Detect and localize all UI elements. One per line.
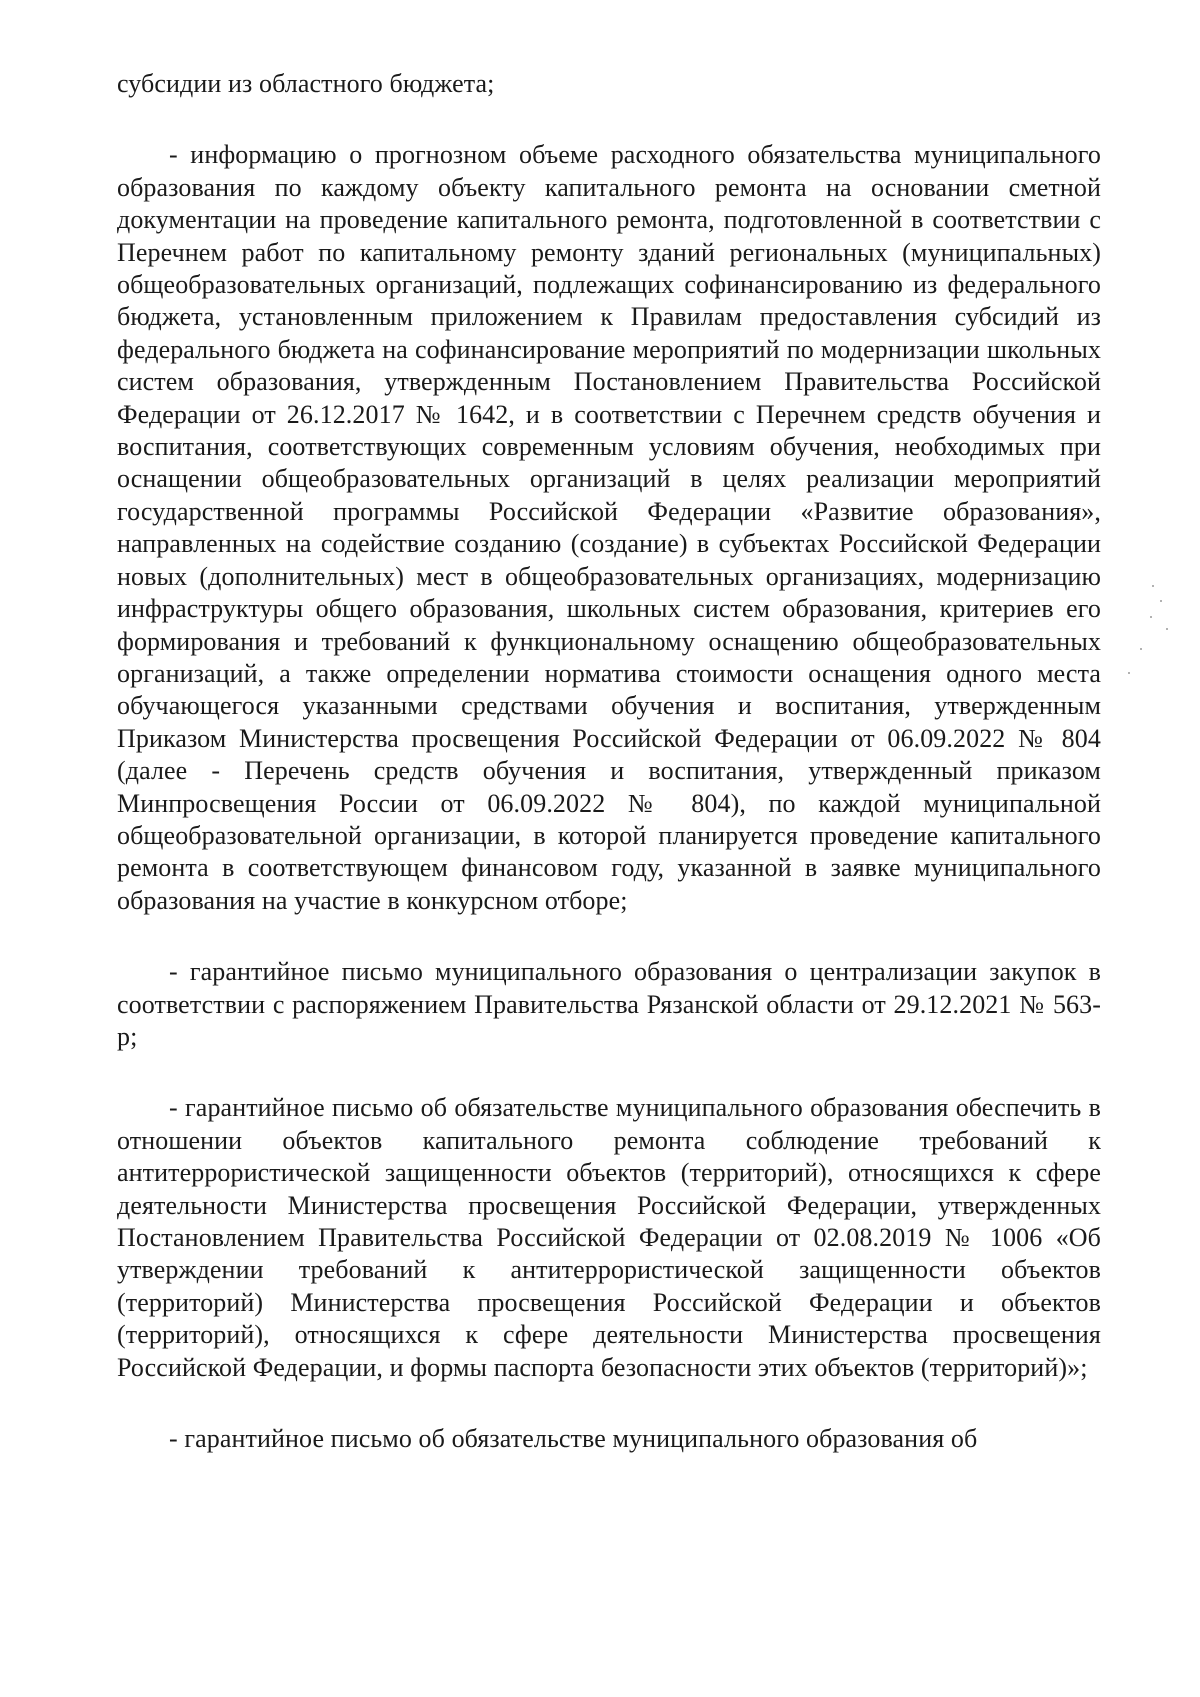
scan-speck	[1160, 600, 1162, 602]
paragraph-forecast-info: - информацию о прогнозном объеме расходного обязательства муниципального образования по каждому объекту капитального ремонта на основании сметной документации на проведение капитального ремонта, подготовленной в соответствии с Перечнем работ по капитальному ремонту зданий региональных (муниципальных) общеобразовательных организаций, подлежащих софинансированию из федерального бюджета, установленным приложением к Правилам предоставления субсидий из федерального бюджета на софинансирование мероприятий по модернизации школьных систем образования, утвержденным Постановлением Правительства Российской Федерации от 26.12.2017 № 1642, и в соответствии с Перечнем средств обучения и воспитания, соответствующих современным условиям обучения, необходимых при оснащении общеобразовательных организаций в целях реализации мероприятий государственной программы Российской Федерации «Развитие образования», направленных на содействие созданию (создание) в субъектах Российской Федерации новых (дополнительных) мест в общеобразовательных организациях, модернизацию инфраструктуры общего образования, школьных систем образования, критериев его формирования и требований к функциональному оснащению общеобразовательных организаций, а также определении норматива стоимости оснащения одного места обучающегося указанными средствами обучения и воспитания, утвержденным Приказом Министерства просвещения Российской Федерации от 06.09.2022 № 804 (далее - Перечень средств обучения и воспитания, утвержденный приказом Минпросвещения России от 06.09.2022 № 804), по каждой муниципальной общеобразовательной организации, в которой планируется проведение капитального ремонта в соответствующем финансовом году, указанной в заявке муниципального образования на участие в конкурсном отборе;	[117, 140, 1101, 915]
paragraph-obligation-letter: - гарантийное письмо об обязательстве муниципального образования об	[169, 1424, 978, 1454]
scan-speck	[1152, 585, 1154, 587]
paragraph-procurement-letter: - гарантийное письмо муниципального образования о централизации закупок в соответствии с распоряжением Правительства Рязанской области от 29.12.2021 № 563-р;	[117, 957, 1101, 1051]
scan-speck	[1150, 616, 1152, 618]
scan-speck	[1166, 628, 1168, 630]
paragraph-continuation: субсидии из областного бюджета;	[117, 69, 495, 98]
scan-speck	[1140, 648, 1142, 650]
paragraph-antiterror-letter: - гарантийное письмо об обязательстве муниципального образования обеспечить в отношении объектов капитального ремонта соблюдение требований к антитеррористической защищенности объектов (территорий), относящихся к сфере деятельности Министерства просвещения Российской Федерации, утвержденных Постановлением Правительства Российской Федерации от 02.08.2019 № 1006 «Об утверждении требований к антитеррористической защищенности объектов (территорий) Министерства просвещения Российской Федерации и объектов (территорий), относящихся к сфере деятельности Министерства просвещения Российской Федерации, и формы паспорта безопасности этих объектов (территорий)»;	[117, 1093, 1101, 1382]
document-body	[117, 68, 1101, 1494]
scan-speck	[1128, 672, 1130, 674]
